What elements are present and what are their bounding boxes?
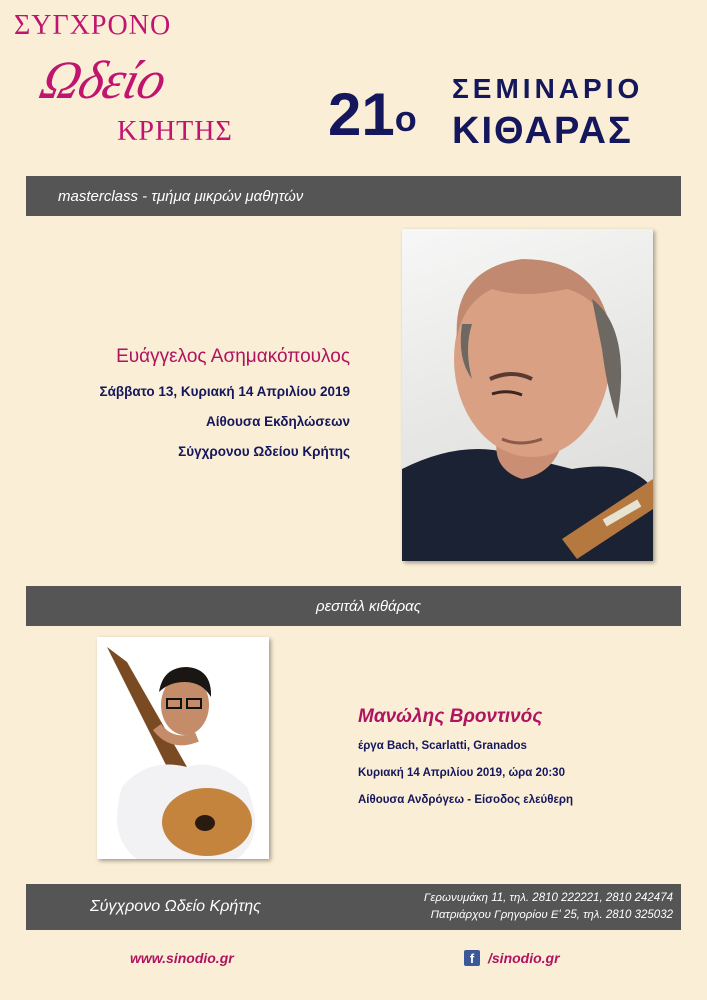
footer-address-2: Πατριάρχου Γρηγορίου Ε' 25, τηλ. 2810 325032: [430, 909, 673, 921]
logo-script-text: Ωδείο: [34, 50, 172, 110]
footer-addresses: [424, 890, 673, 924]
seminar-number: [328, 80, 417, 150]
facebook-link[interactable]: /sinodio.gr: [488, 950, 560, 966]
footer-address-1: Γερωνυμάκη 11, τηλ. 2810 222221, 2810 242474: [423, 892, 673, 904]
logo-top-text: ΣΥΓΧΡΟΝΟ: [14, 10, 172, 41]
facebook-icon[interactable]: f: [464, 950, 480, 966]
performer-photo: [97, 637, 269, 859]
teacher-photo: [402, 229, 653, 561]
recital-venue: Αίθουσα Ανδρόγεω - Είσοδος ελεύθερη: [358, 794, 574, 806]
performer-name: Μανώλης Βροντινός: [358, 706, 543, 727]
recital-works: έργα Bach, Scarlatti, Granados: [358, 740, 527, 752]
seminar-title-line2: ΚΙΘΑΡΑΣ: [452, 110, 633, 152]
recital-datetime: Κυριακή 14 Απριλίου 2019, ώρα 20:30: [358, 767, 565, 779]
seminar-title-line1: ΣΕΜΙΝΑΡΙΟ: [452, 73, 644, 104]
masterclass-venue: Αίθουσα Εκδηλώσεων: [205, 414, 350, 429]
footer-bar: [26, 884, 681, 930]
performer-portrait-illustration: [97, 637, 269, 859]
masterclass-bar: [26, 176, 681, 216]
seminar-title: [452, 70, 662, 154]
recital-bar: [26, 586, 681, 626]
seminar-ordinal: ο: [394, 98, 417, 139]
recital-bar-label: ρεσιτάλ κιθάρας: [315, 597, 422, 615]
footer-organization-name: Σύγχρονο Ωδείο Κρήτης: [90, 898, 261, 915]
teacher-name: Ευάγγελος Ασημακόπουλος: [116, 346, 350, 367]
masterclass-venue-2: Σύγχρονου Ωδείου Κρήτης: [178, 444, 350, 459]
website-link[interactable]: www.sinodio.gr: [130, 950, 234, 966]
masterclass-dates: Σάββατο 13, Κυριακή 14 Απριλίου 2019: [99, 384, 350, 399]
seminar-number-value: 21: [328, 81, 395, 148]
masterclass-bar-label: masterclass - τμήμα μικρών μαθητών: [58, 187, 304, 205]
logo-bottom-text: ΚΡΗΤΗΣ: [117, 116, 233, 147]
teacher-portrait-illustration: [402, 229, 653, 561]
